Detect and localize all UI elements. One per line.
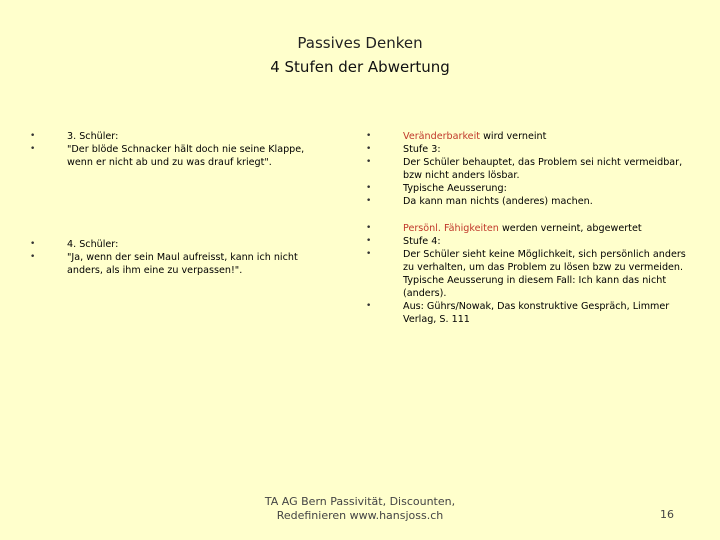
bullet-icon: • (366, 236, 372, 246)
spacer (30, 169, 330, 238)
highlight-term: Persönl. Fähigkeiten (403, 223, 499, 234)
list-item (366, 182, 686, 195)
item-text: Stufe 3: (403, 144, 441, 155)
list-item (30, 143, 330, 169)
slide-title: Passives Denken (297, 34, 423, 52)
list-item (366, 195, 686, 208)
item-text: werden verneint, abgewertet (498, 223, 642, 234)
bullet-icon: • (366, 144, 372, 154)
left-column (30, 130, 330, 277)
list-item (366, 248, 686, 300)
list-item (366, 130, 686, 143)
bullet-icon: • (366, 301, 372, 311)
bullet-icon: • (366, 157, 372, 167)
list-item (30, 130, 330, 143)
page-number: 16 (660, 508, 674, 521)
bullet-icon: • (30, 131, 36, 141)
list-item (30, 238, 330, 251)
student-label: 4. Schüler: (67, 239, 119, 250)
bullet-icon: • (30, 239, 36, 249)
spacer (366, 208, 686, 222)
item-text: Da kann man nichts (anderes) machen. (403, 196, 593, 207)
slide-subtitle: 4 Stufen der Abwertung (270, 58, 450, 76)
item-text: Typische Aeusserung: (403, 183, 507, 194)
student-label: 3. Schüler: (67, 131, 119, 142)
highlight-term: Veränderbarkeit (403, 131, 481, 142)
bullet-icon: • (366, 196, 372, 206)
item-text: wird verneint (480, 131, 547, 142)
bullet-icon: • (366, 131, 372, 141)
list-item (366, 222, 686, 235)
item-text: Der Schüler sieht keine Möglichkeit, sich persönlich anders zu verhalten, um das Problem zu lösen bzw zu vermeiden. Typische Aeusserung in diesem Fall: Ich kann das nicht (anders). (403, 249, 686, 299)
list-item (366, 143, 686, 156)
footer-line: Redefinieren www.hansjoss.ch (276, 509, 444, 522)
bullet-icon: • (366, 183, 372, 193)
bullet-icon: • (366, 249, 372, 259)
footer (250, 495, 470, 523)
footer-line: TA AG Bern Passivität, Discounten, (264, 495, 456, 508)
student-quote: "Der blöde Schnacker hält doch nie seine Klappe, wenn er nicht ab und zu was drauf kriegt". (67, 144, 305, 168)
item-text: Der Schüler behauptet, das Problem sei nicht vermeidbar, bzw nicht anders lösbar. (403, 157, 683, 181)
right-column (366, 130, 686, 326)
list-item (30, 251, 330, 277)
bullet-icon: • (366, 223, 372, 233)
bullet-icon: • (30, 144, 36, 154)
list-item (366, 156, 686, 182)
item-text: Stufe 4: (403, 236, 441, 247)
source-citation: Aus: Gührs/Nowak, Das konstruktive Gespräch, Limmer Verlag, S. 111 (403, 301, 670, 325)
list-item (366, 235, 686, 248)
list-item (366, 300, 686, 326)
bullet-icon: • (30, 252, 36, 262)
student-quote: "Ja, wenn der sein Maul aufreisst, kann ich nicht anders, als ihm eine zu verpassen!". (67, 252, 298, 276)
